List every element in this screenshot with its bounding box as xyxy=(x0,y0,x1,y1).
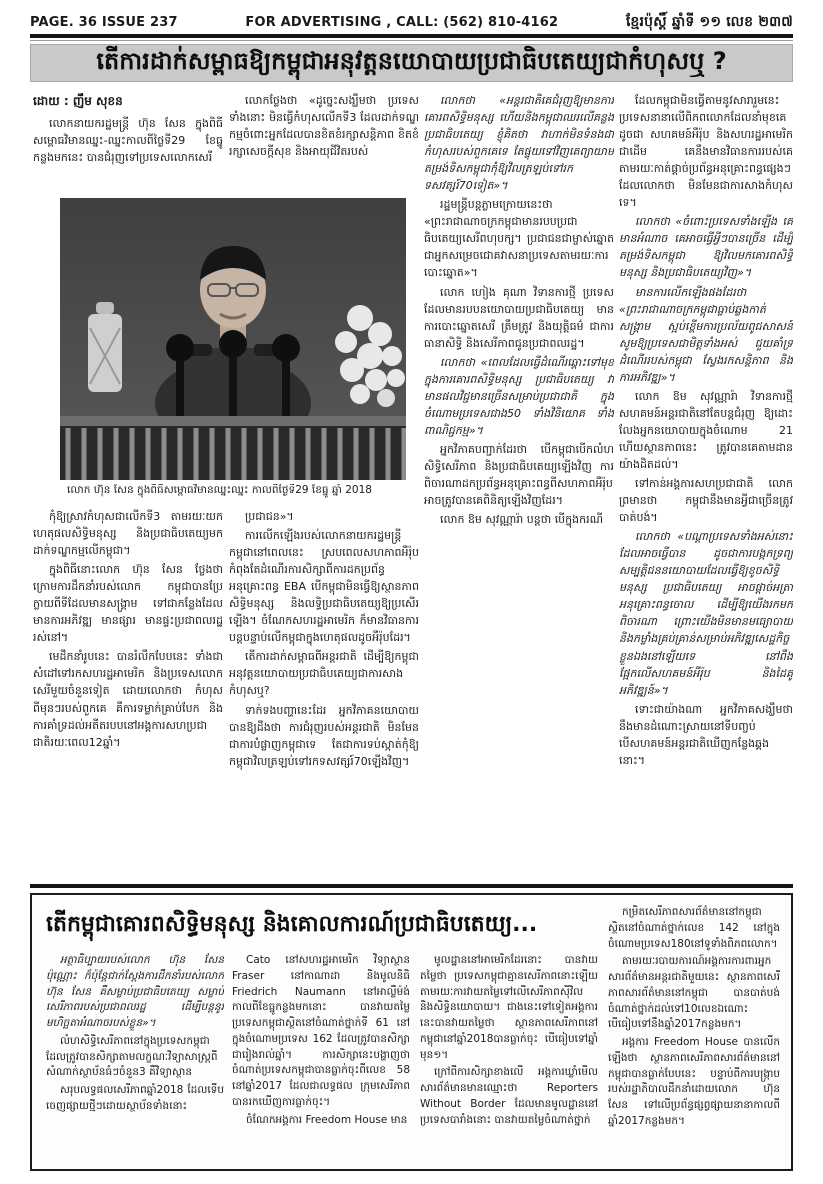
bottom-column-4 xyxy=(608,905,780,1161)
photo-illustration xyxy=(60,198,406,480)
masthead-title: ខ្មែរប៉ុស្តិ៍ ឆ្នាំទី ១១ លេខ ២៣៧ xyxy=(625,14,793,30)
column-paragraphs xyxy=(608,905,780,1130)
column-paragraphs xyxy=(33,508,223,751)
paragraph: លោកថា «ពេលដែលធ្វើដំណើរឆ្ពោះទៅមុខក្នុងការគោរពសិទ្ធិមនុស្ស ប្រជាធិបតេយ្យ វាមានផលវិជ្ជមានច្រើនសម្រាប់ប្រជាជាតិ ក្នុងចំណោមប្រទេសជាង50 ទាំងវិនិយោគ ទាំងពាណិជ្ជកម្ម»។ xyxy=(424,355,614,437)
page-issue-label: PAGE. 36 ISSUE 237 xyxy=(30,15,178,30)
byline: ដោយ : ញឹម សុខន xyxy=(33,94,123,108)
paragraph: ប្រជាជន»។ xyxy=(245,510,294,523)
paragraph: លោកថា «ចំពោះប្រទេសទាំងឡើង គេមានអំណាច គេអាចធ្វើអ្វីៗបានច្រើន ដើម្បីតម្រង់ទិសកម្ពុជា ឱ្យវិលមកគោរពសិទ្ធិមនុស្ស និងប្រជាធិបតេយ្យវិញ»។ xyxy=(619,215,793,280)
paragraph: ដែលកម្ពុជាមិនធ្វើតាមនូវសារារួមនេះ ប្រទេសនានាលើពិភពលោកដែលនាំមុខគេដូចជា សហគមន៍អឺរ៉ុប និងសហរដ្ឋអាមេរិកជាដើម គេនឹងមានវិធានការរបស់គេ តាមរយៈកាត់ផ្តាច់ប្រព័ន្ធអនុគ្រោះពន្ធផ្សេងៗ ដែលលោកថា មិនមែនជាការសាងកំហុសទេ។ xyxy=(619,94,793,210)
paragraph: សរុបលទ្ធផលសេរីភាពឆ្នាំ2018 ដែលទើបចេញផ្សាយថ្មីៗដោយស្ថាប័នទាំងនោះ xyxy=(46,1084,224,1112)
article-column-4 xyxy=(619,92,793,880)
bottom-article-box xyxy=(30,893,793,1171)
paragraph: អត្ថាធិប្បាយរបស់លោក ហ៊ុន សែន ប៉ុណ្ណោះ ក៏ប៉ុន្តែជាក់ស្តែងការដឹកនាំរបស់លោក ហ៊ុន សែន គឺសម្លាប់ប្រជាធិបតេយ្យ សម្លាប់សេរីភាពរបស់ប្រជាពលរដ្ឋ ដើម្បីបន្តនូវមហិច្ឆតាអំណាចរបស់ខ្លួន»។ xyxy=(46,954,224,1029)
column-paragraphs xyxy=(232,953,410,1128)
paragraph: មូលដ្ឋាននៅអាមេរិកដែរនោះ បានវាយតម្លៃថា ប្រទេសកម្ពុជាគ្មានសេរីភាពនោះឡើយ តាមរយៈការវាយតម្លៃទៅលើសេរីភាពស៊ីវិល និងសិទ្ធិនយោបាយ។ ជាងនេះទៅទៀតអង្គការនេះបានវាយតម្លៃថា ស្ថានភាពសេរីភាពនៅកម្ពុជានៅឆ្នាំ2018បានធ្លាក់ចុះ បើធៀបទៅឆ្នាំមុន១។ xyxy=(420,954,598,1061)
section-divider-rule xyxy=(30,884,793,888)
paragraph: លោក ហៀង គុណា វិទានការថ្មី ប្រទេសដែលមានរបបនយោបាយប្រជាធិបតេយ្យ មានការបោះឆ្នោតសេរី ត្រឹមត្រូវ និងយុត្តិធម៌ ជាការធានាសិទ្ធិ និងសេរីភាពជូនប្រជាពលរដ្ឋ។ xyxy=(424,285,614,350)
paragraph: Cato នៅសហរដ្ឋអាមេរិក វិទ្យាស្ថាន Fraser នៅកាណាដា និងមូលនិធិ Friedrich Naumann នៅអាល្លឺម៉ង់កាលពីខែធ្នូកន្លងមកនោះ បានវាយតម្លៃប្រទេសកម្ពុជាស្ថិតនៅចំណាត់ថ្នាក់ទី 61 នៅក្នុងចំណោមប្រទេស 162 ដែលត្រូវបានសិក្សាជារៀងរាល់ឆ្នាំ។ ការសិក្សានេះបង្ហាញថា ចំណាត់ប្រទេសកម្ពុជាបានធ្លាក់ចុះពីលេខ 58 នៅឆ្នាំ2017 ដែលជាលទ្ធផល ក្រុមសេរីភាពបានរកឃើញការធ្លាក់ចុះ។ xyxy=(232,954,410,1108)
paragraph: លំហសិទ្ធិសេរីភាពនៅក្នុងប្រទេសកម្ពុជា ដែលត្រូវបានសិក្សាតាមលក្ខណៈវិទ្យាសាស្ត្រពីសំណាក់ស្ថាប័នធំៗចំនួន3 គឺវិទ្យាស្ថាន xyxy=(46,1034,218,1079)
lantern-icon xyxy=(88,302,122,392)
paragraph: លោកថ្លែងថា «ដូច្នេះសង្ឃឹមថា ប្រទេសទាំងនោះ មិនធ្វើកំហុសលើកទី3 ដែលដាក់ទណ្ឌកម្មចំពោះអ្នកដែលបានខិតខំរក្សាសន្តិភាព ខិតខំរក្សាសេចក្តីសុខ និងអាយុជីវិតរបស់ xyxy=(229,94,419,159)
column-paragraphs xyxy=(33,115,223,166)
advertising-label: FOR ADVERTISING , CALL: (562) 810-4162 xyxy=(245,15,559,30)
header-rule-thin xyxy=(30,40,793,41)
column-paragraphs xyxy=(229,508,419,770)
article-column-2-top xyxy=(229,92,419,196)
photo-caption: លោក ហ៊ុន សែន ក្នុងពិធីសម្ពោធវិមានឈ្នះឈ្នះ កាលពីថ្ងៃទី29 ខែធ្នូ ឆ្នាំ 2018 xyxy=(67,484,372,496)
paragraph: អ្នកវិភាគបញ្ជាក់ដែរថា បើកម្ពុជាបើកលំហសិទ្ធិសេរីភាព និងប្រជាធិបតេយ្យឡើងវិញ ការពិចារណាដកប្រព័ន្ធអនុគ្រោះពន្ធពីសហភាពអឺរ៉ុប អាចត្រូវបានគេពិនិត្យឡើងវិញដែរ។ xyxy=(424,442,614,508)
paragraph: ក្នុងពិធីនោះលោក ហ៊ុន សែន ថ្លែងថា ក្រោមការដឹកនាំរបស់លោក កម្ពុជាបានប្រែក្លាយពីទីដែលមានសង្គ្រាម ទៅជាកន្លែងដែលមានការអភិវឌ្ឍ មានផ្សារ មានផ្ទះប្រជាពលរដ្ឋរស់នៅ។ xyxy=(33,563,223,645)
paragraph: កម្រិតសេរីភាពសារព័ត៌មាននៅកម្ពុជា ស្ថិតនៅចំណាត់ថ្នាក់លេខ 142 នៅក្នុងចំណោមប្រទេស180នៅទូទាំងពិភពលោក។ xyxy=(608,906,780,950)
column-paragraphs xyxy=(46,953,224,1115)
paragraph: តាមរយៈរបាយការណ៍អង្គការការពារអ្នកសារព័ត៌មានអន្តរជាតិមួយនេះ ស្ថានភាពសេរីភាពសារព័ត៌មាននៅកម្ពុជា បានបាត់បង់ចំណាត់ថ្នាក់ដល់ទៅ10លេខឯណោះ បើធៀបទៅនឹងឆ្នាំ2017កន្លងមក។ xyxy=(608,955,780,1031)
paragraph: អង្គការ Freedom House បានលើកឡើងថា ស្ថានភាពសេរីភាពសារព័ត៌មាននៅកម្ពុជាបានធ្លាក់បែបនេះ បន្ទាប់ពីការបង្ក្រាបរបស់រដ្ឋាភិបាលដឹកនាំដោយលោក ហ៊ុន សែន ទៅលើប្រព័ន្ធផ្សព្វផ្សាយនានាកាលពីឆ្នាំ2017កន្លងមក។ xyxy=(608,1036,780,1127)
paragraph: កុំឱ្យស្រាវកំហុសជាលើកទី3 តាមរយៈយកហេតុផលសិទ្ធិមនុស្ស និងប្រជាធិបតេយ្យមកដាក់ទណ្ឌកម្មលើកម្ពុជា។ xyxy=(33,510,223,558)
article-column-2-bottom xyxy=(229,508,419,880)
page-header xyxy=(30,12,793,33)
column-paragraphs xyxy=(420,953,598,1128)
column-paragraphs xyxy=(619,92,793,769)
paragraph: ក្រៅពីការសិក្សាខាងលើ អង្គការឃ្លាំមើលសារព័ត៌មានមានឈ្មោះថា Reporters Without Border ដែលមានមូលដ្ឋាននៅប្រទេសបារាំងនោះ បានវាយតម្លៃចំណាត់ថ្នាក់ xyxy=(420,1066,598,1126)
header-rule xyxy=(30,34,793,38)
paragraph: មានការលើកឡើងផងដែរថា «ព្រះរាជាណាចក្រកម្ពុជាធ្លាប់ឆ្លងកាត់សង្គ្រាម ស្អប់ខ្ពើមការប្រល័យពូជសាសន៍ សូមឱ្យប្រទេសជាមិត្តទាំងអស់ ជួយគាំទ្រដំណើររបស់កម្ពុជា ស្វែងរកសន្តិភាព និងការអភិវឌ្ឍ»។ xyxy=(619,285,793,384)
bottom-column-1 xyxy=(46,953,224,1161)
article-column-1-top xyxy=(33,92,223,196)
paragraph: លោកនាយករដ្ឋមន្ត្រី ហ៊ុន សែន ក្នុងពិធីសម្ពោធវិមានឈ្នះ-ឈ្នះកាលពីថ្ងៃទី29 ខែធ្នូ កន្លងមកនេះ បានជំរុញទៅប្រទេសលោកសេរី xyxy=(33,116,223,164)
paragraph: លោកថា «អន្តរជាតិគេជំរុញឱ្យមានការគោរពសិទ្ធិមនុស្ស ហើយនិងកម្ពុជាឈរលើគន្លងប្រជាធិបតេយ្យ ខ្ញុំគិតថា វាហាក់មិនទំនងជាកំហុសរបស់ពួកគេទេ តែផ្ទុយទៅវិញគេព្យាយាមតម្រង់ទិសកម្ពុជាកុំឱ្យវិលត្រឡប់ទៅរកទសវត្សរ៍70ទៀត»។ xyxy=(424,94,614,193)
column-paragraphs xyxy=(229,92,419,160)
paragraph: តើការដាក់សម្ពាធពីអន្តរជាតិ ដើម្បីឱ្យកម្ពុជាអនុវត្តនយោបាយប្រជាធិបតេយ្យជាការសាងកំហុសឬ? xyxy=(229,650,419,698)
paragraph: លោក ឱម សុវណ្ណារ៉ា វិទានការថ្មី សហគមន៍អន្តរជាតិនៅតែបន្តជំរុញ ឱ្យដោះលែងអ្នកនយោបាយក្នុងចំណោម 21 ហើយស្ថានភាពនេះ ត្រូវបានគេតាមដានយ៉ាងដិតដល់។ xyxy=(619,389,793,471)
bottom-column-3 xyxy=(420,953,598,1161)
bottom-column-2 xyxy=(232,953,410,1161)
paragraph: ចំណែកអង្គការ Freedom House មាន xyxy=(246,1113,408,1126)
paragraph: លោកថា «បណ្តាប្រទេសទាំងអស់នោះដែលអាចធ្វើបាន ដូចជាការបង្កកទ្រព្យសម្បត្តិជននយោបាយដែលធ្វើឱ្យខូចសិទ្ធិមនុស្ស ប្រជាធិបតេយ្យ អាចផ្តាច់អត្រាអនុគ្រោះពន្ធចោល ដើម្បីឱ្យយើងរកមកពិចារណា ព្រោះយើងមិនមានមធ្យោបាយ និងកម្លាំងគ្រប់គ្រាន់សម្រាប់អភិវឌ្ឍសេដ្ឋកិច្ចខ្លួនឯងនៅឡើយទេ នៅពឹងផ្អែកលើសហគមន៍អឺរ៉ុប និងដៃគូអភិវឌ្ឍន៍»។ xyxy=(619,530,793,697)
paragraph: មេដឹកនាំរូបនេះ បានរំលឹកបែបនេះ ទាំងជាសំដៅទៅរកសហរដ្ឋអាមេរិក និងប្រទេសលោកសេរីមួយចំនួនទៀត ដោយលោកថា កំហុសពីមុនៗរបស់ពួកគេ គឺការទម្លាក់គ្រាប់បែក និងការគាំទ្រដល់អតីតរបបនៅអង្គការសហប្រជាជាតិរយៈពេល12ឆ្នាំ។ xyxy=(33,650,223,749)
photo-hun-sen-podium xyxy=(60,198,406,480)
paragraph: ទាក់ទងបញ្ហានេះដែរ អ្នកវិភាគនយោបាយបានឱ្យដឹងថា ការជំរុញរបស់អន្តរជាតិ មិនមែនជាការបំផ្លាញកម្ពុជាទេ តែជាការទប់ស្កាត់កុំឱ្យកម្ពុជាវិលត្រឡប់ទៅរកទសវត្សរ៍70ឡើងវិញ។ xyxy=(229,703,419,768)
article-column-1-bottom xyxy=(33,508,223,880)
paragraph: ទៅកាន់អង្គការសហប្រជាជាតិ លោកព្រមានថា កម្ពុជានឹងមានអ្វីជាច្រើនត្រូវបាត់បង់។ xyxy=(619,477,793,525)
bottom-article-headline: តើកម្ពុជាគោរពសិទ្ធិមនុស្ស និងគោលការណ៍ប្រជាធិបតេយ្យ... xyxy=(46,912,538,937)
paragraph: រដ្ឋមន្ត្រីបន្តភ្លាមក្រោយនេះថា «ព្រះរាជាណាចក្រកម្ពុជាមានរបបប្រជាធិបតេយ្យសេរីពហុបក្ស។ ប្រជាជនជាម្ចាស់ឆ្នោត ជាអ្នកសម្រេចជោគវាសនាប្រទេសតាមរយៈការបោះឆ្នោត»។ xyxy=(424,198,614,280)
paragraph: ការលើកឡើងរបស់លោកនាយករដ្ឋមន្ត្រីកម្ពុជានៅពេលនេះ ស្របពេលសហភាពអឺរ៉ុបកំពុងតែដំណើរការសិក្សាពីការដកប្រព័ន្ធអនុគ្រោះពន្ធ EBA បើកម្ពុជាមិនធ្វើឱ្យស្ថានភាពសិទ្ធិមនុស្ស និងលទ្ធិប្រជាធិបតេយ្យឱ្យប្រសើរឡើង។ ចំណែកសហរដ្ឋអាមេរិក ក៏មានវិធានការបន្តបន្ទាប់លើកម្ពុជាក្នុងហេតុផលដូចអឺរ៉ុបដែរ។ xyxy=(229,529,419,645)
paragraph: ទោះជាយ៉ាងណា អ្នកវិភាគសង្ឃឹមថា នឹងមានដំណោះស្រាយនៅទីបញ្ចប់ បើសហគមន៍អន្តរជាតិឃើញកន្លែងឆ្គងនោះ។ xyxy=(619,702,793,767)
main-headline: តើការដាក់សម្ពាធឱ្យកម្ពុជាអនុវត្តនយោបាយប្រជាធិបតេយ្យជាកំហុសឬ ? xyxy=(30,44,793,82)
article-column-3 xyxy=(424,92,614,880)
paragraph: លោក ឱម សុវណ្ណារ៉ា បន្តថា បើក្នុងករណី xyxy=(440,513,604,527)
column-paragraphs xyxy=(424,92,614,528)
